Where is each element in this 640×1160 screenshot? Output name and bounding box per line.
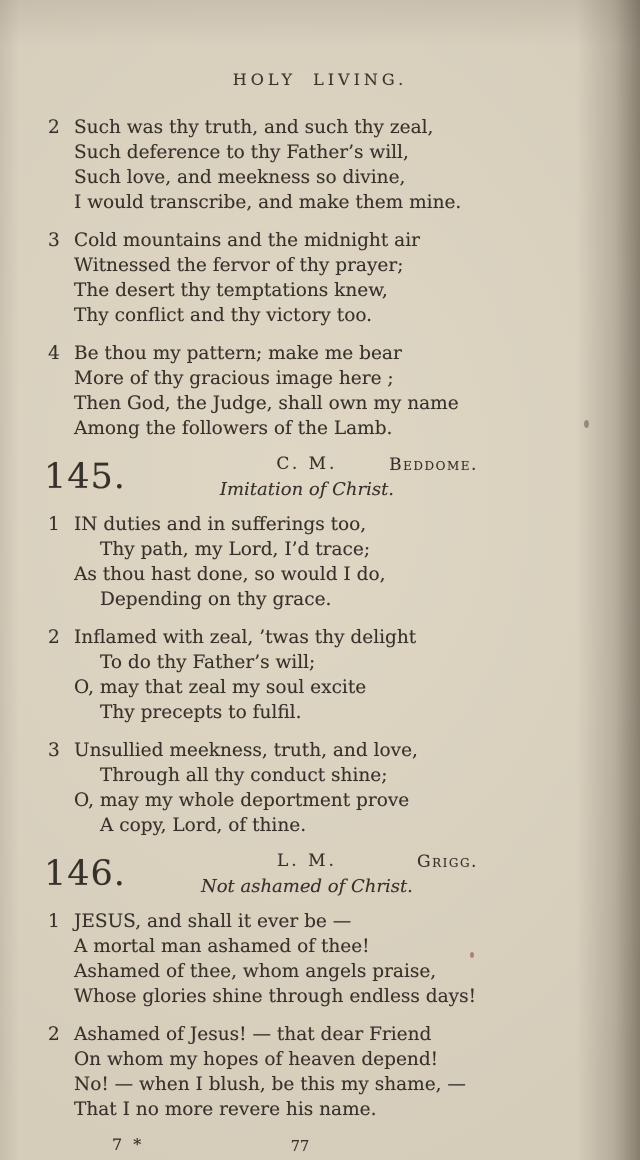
hymn-meter-author-row (136, 851, 478, 875)
verse-line: Ashamed of Jesus! — that dear Friend (74, 1024, 432, 1045)
verse-line: Depending on thy grace. (100, 589, 332, 610)
hymn-number: 145. (44, 457, 126, 497)
stanza-number: 2 (48, 1024, 60, 1045)
verse-line: Inflamed with zeal, ’twas thy delight (74, 627, 417, 648)
verse-line: To do thy Father’s will; (100, 652, 316, 673)
stanza-lines (74, 738, 620, 838)
verse-line: O, may my whole deportment prove (74, 790, 410, 811)
hymn-heading-column (136, 454, 478, 502)
verse-line: Among the followers of the Lamb. (74, 418, 393, 439)
stanza-lines (74, 909, 620, 1009)
hymn-heading-column (136, 851, 478, 899)
verse-line: Witnessed the fervor of thy prayer; (74, 255, 404, 276)
running-header: HOLY LIVING. (232, 70, 408, 89)
stanza-lines (74, 1022, 620, 1122)
stanza (48, 625, 620, 725)
hymn-meter: L. M. (276, 851, 337, 871)
hymn-author: Beddome. (389, 455, 478, 475)
stanza-number: 3 (48, 740, 60, 761)
stanza-lines (74, 115, 620, 215)
stanza-lines (74, 228, 620, 328)
verse-line: Such love, and meekness so divine, (74, 167, 406, 188)
verse-line: Whose glories shine through endless days! (74, 986, 477, 1007)
stanza (48, 228, 620, 328)
verse-line: Thy path, my Lord, I’d trace; (100, 539, 371, 560)
hymn-author: Grigg. (417, 852, 478, 872)
stanza-number: 3 (48, 230, 60, 251)
verse-line: Unsullied meekness, truth, and love, (74, 740, 418, 761)
stanza-lines (74, 625, 620, 725)
verse-line: On whom my hopes of heaven depend! (74, 1049, 439, 1070)
verse-line: IN duties and in sufferings too, (74, 514, 367, 535)
signature-mark: 7 * (112, 1135, 145, 1154)
stanza-number: 2 (48, 117, 60, 138)
stanza-number: 2 (48, 627, 60, 648)
stanza (48, 1022, 620, 1122)
scan-speck (470, 952, 474, 958)
verse-line: JESUS, and shall it ever be — (74, 911, 352, 932)
stanza-lines (74, 512, 620, 612)
verse-line: A copy, Lord, of thine. (100, 815, 307, 836)
verse-line: Be thou my pattern; make me bear (74, 343, 402, 364)
verse-line: Through all thy conduct shine; (100, 765, 388, 786)
hymn-meter: C. M. (276, 454, 338, 474)
stanza-number: 4 (48, 343, 60, 364)
verse-line: No! — when I blush, be this my shame, — (74, 1074, 466, 1095)
stanza (48, 341, 620, 441)
stanza-number: 1 (48, 911, 60, 932)
stanza (48, 738, 620, 838)
page-footer (0, 1135, 640, 1160)
stanza (48, 512, 620, 612)
verse-line: Such deference to thy Father’s will, (74, 142, 409, 163)
stanza (48, 115, 620, 215)
stanza-number: 1 (48, 514, 60, 535)
verse-line: Such was thy truth, and such thy zeal, (74, 117, 434, 138)
verse-line: A mortal man ashamed of thee! (74, 936, 370, 957)
verse-line: As thou hast done, so would I do, (74, 564, 386, 585)
verse-line: Cold mountains and the midnight air (74, 230, 420, 251)
hymn-number: 146. (44, 854, 126, 894)
verse-line: Thy precepts to fulfil. (100, 702, 302, 723)
scan-speck (584, 420, 589, 428)
verse-line: The desert thy temptations knew, (74, 280, 388, 301)
hymn-subtitle: Imitation of Christ. (219, 479, 395, 500)
hymn-heading (44, 851, 620, 899)
verse-line: More of thy gracious image here ; (74, 368, 394, 389)
hymn-meter-author-row (136, 454, 478, 478)
page-number: 77 (290, 1139, 310, 1155)
verse-line: Ashamed of thee, whom angels praise, (74, 961, 437, 982)
verse-line: I would transcribe, and make them mine. (74, 192, 462, 213)
verse-line: Thy conflict and thy victory too. (74, 305, 373, 326)
stanza (48, 909, 620, 1009)
hymn-heading (44, 454, 620, 502)
verse-line: Then God, the Judge, shall own my name (74, 393, 459, 414)
stanza-lines (74, 341, 620, 441)
verse-line: That I no more revere his name. (74, 1099, 377, 1120)
hymn-subtitle: Not ashamed of Christ. (200, 876, 413, 897)
verse-line: O, may that zeal my soul excite (74, 677, 367, 698)
